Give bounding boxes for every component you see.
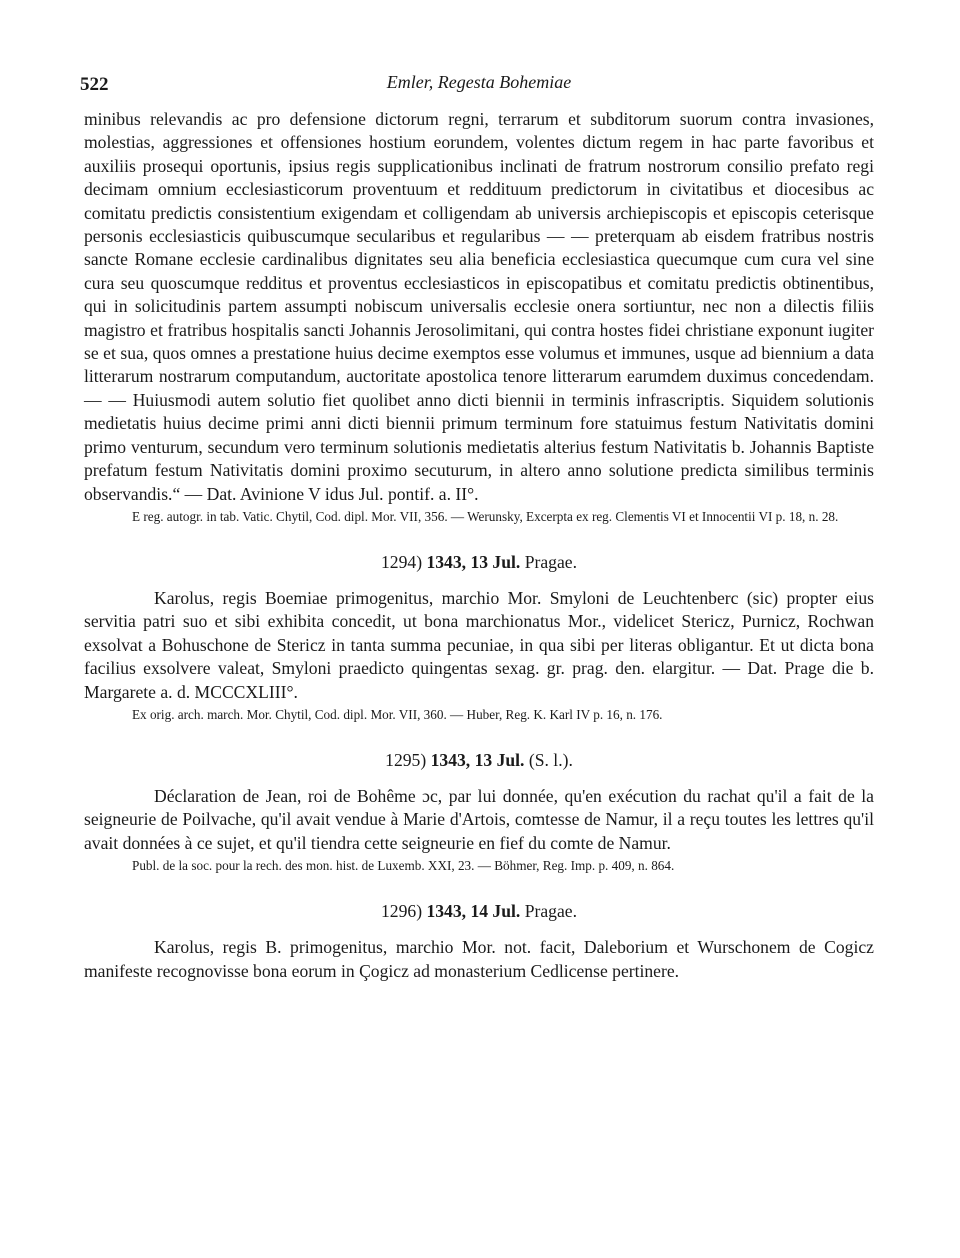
entry-date: 1343, 14 Jul. — [426, 901, 521, 922]
entry-number: 1296) — [381, 901, 423, 922]
entry-place: Pragae. — [524, 551, 577, 572]
running-head — [80, 68, 874, 98]
continuation-text: minibus relevandis ac pro defensione dictorum regni, terrarum et subditorum suorum contra invasiones, molestias, aggressiones et offensiones hostium eorundem, volentes dictum regem in hac parte favoribus et auxiliis prosequi oportunis, ipsius regis supplicationibus inclinati de fratrum nostrorum consilio prefato regi decimam omnium ecclesiasticorum proventuum et reddituum predictorum in civitatibus et diocesibus ac comitatu predictis consistentium exigendam et colligendam ab universis archiepiscopis et episcopis ceterisque personis ecclesiasticis quibuscumque secularibus et regularibus — — preterquam ab eisdem fratribus nostris sancte Romane ecclesie cardinalibus dignitates seu alia beneficia ecclesiastica quecumque cum cura vel sine cura seu quoscumque redditus et proventus ecclesiasticos in episcopatibus et comitatu predictis obtinentibus, qui in solicitudinis partem assumpti nobiscum universalis ecclesie onera sortiuntur, nec non a dilectis filiis magistro et fratribus hospitalis sancti Johannis Jerosolimitani, qui contra hostes fidei christiane exponunt iugiter se et sua, quos omnes a prestatione huius decime exemptos esse volumus et immunes, usque ad biennium a data litterarum nostrarum computandum, auctoritate apostolica tenore litterarum earumdem duximus concedendam. — — Huiusmodi autem solutio fiet quolibet anno dicti biennii in terminis infrascriptis. Siquidem solutionis medietatis huius decime primi anni dicti biennii primum terminum fore statuimus festum Nativitatis domini primo venturum, secundum vero terminum solutionis medietatis alterius festum Nativitatis b. Johannis Baptiste prefatum festum Nativitatis domini proximo secuturum, in altero anno solutione predicta similibus terminis observandis.“ — Dat. Avinione V idus Jul. pontif. a. II°. — [84, 109, 874, 504]
entry-number: 1295) — [385, 749, 427, 770]
entry-date: 1343, 13 Jul. — [426, 551, 521, 572]
entry-heading-1295 — [84, 750, 874, 771]
entry-place: (S. l.). — [528, 749, 573, 770]
entry-source-1294: Ex orig. arch. march. Mor. Chytil, Cod. dipl. Mor. VII, 360. — Huber, Reg. K. Karl IV p. 16, n. 176. — [132, 706, 663, 722]
entry-text-1295: Déclaration de Jean, roi de Bohême ɔc, par lui donnée, qu'en exécution du rachat qu'il a fait de la seigneurie de Poilvache, qu'il avait vendue à Marie d'Artois, comtesse de Namur, il a reçu toutes les lettres qu'il avait données à ce sujet, et qu'il tiendra cette seigneurie en fief du comte de Namur. — [84, 785, 874, 853]
entry-heading-1296 — [84, 901, 874, 922]
entry-text-1296: Karolus, regis B. primogenitus, marchio Mor. not. facit, Daleborium et Wurschonem de Cogicz manifeste recognovisse bona eorum in Çogicz ad monasterium Cedlicense pertinere. — [84, 937, 874, 981]
continuation-source: E reg. autogr. in tab. Vatic. Chytil, Cod. dipl. Mor. VII, 356. — Werunsky, Excerpta ex reg. Clementis VI et Innocentii VI p. 18, n. 28. — [132, 508, 839, 524]
entry-heading-1294 — [84, 552, 874, 573]
entry-date: 1343, 13 Jul. — [430, 749, 525, 770]
entry-text-1294: Karolus, regis Boemiae primogenitus, marchio Mor. Smyloni de Leuchtenberc (sic) propter eius servitia patri suo et sibi exhibita concedit, ut bona marchionatus Mor., videlicet Stericz, Purnicz, Rochwan exsolvat a Bohuschone de Stericz in tanta summa pecuniae, in qua sibi per literas obligantur. Et ut dicta bona facilius exsolvere valeat, Smyloni praedicto quingentas sexag. gr. prag. den. elargitur. — Dat. Prage die b. Margarete a. d. MCCCXLIII°. — [84, 587, 874, 702]
running-title: Emler, Regesta Bohemiae — [386, 72, 572, 92]
entry-number: 1294) — [381, 551, 423, 572]
entry-source-1295: Publ. de la soc. pour la rech. des mon. hist. de Luxemb. XXI, 23. — Böhmer, Reg. Imp. p. 409, n. 864. — [132, 858, 675, 874]
page-number: 522 — [80, 74, 109, 95]
entry-place: Pragae. — [524, 901, 577, 922]
